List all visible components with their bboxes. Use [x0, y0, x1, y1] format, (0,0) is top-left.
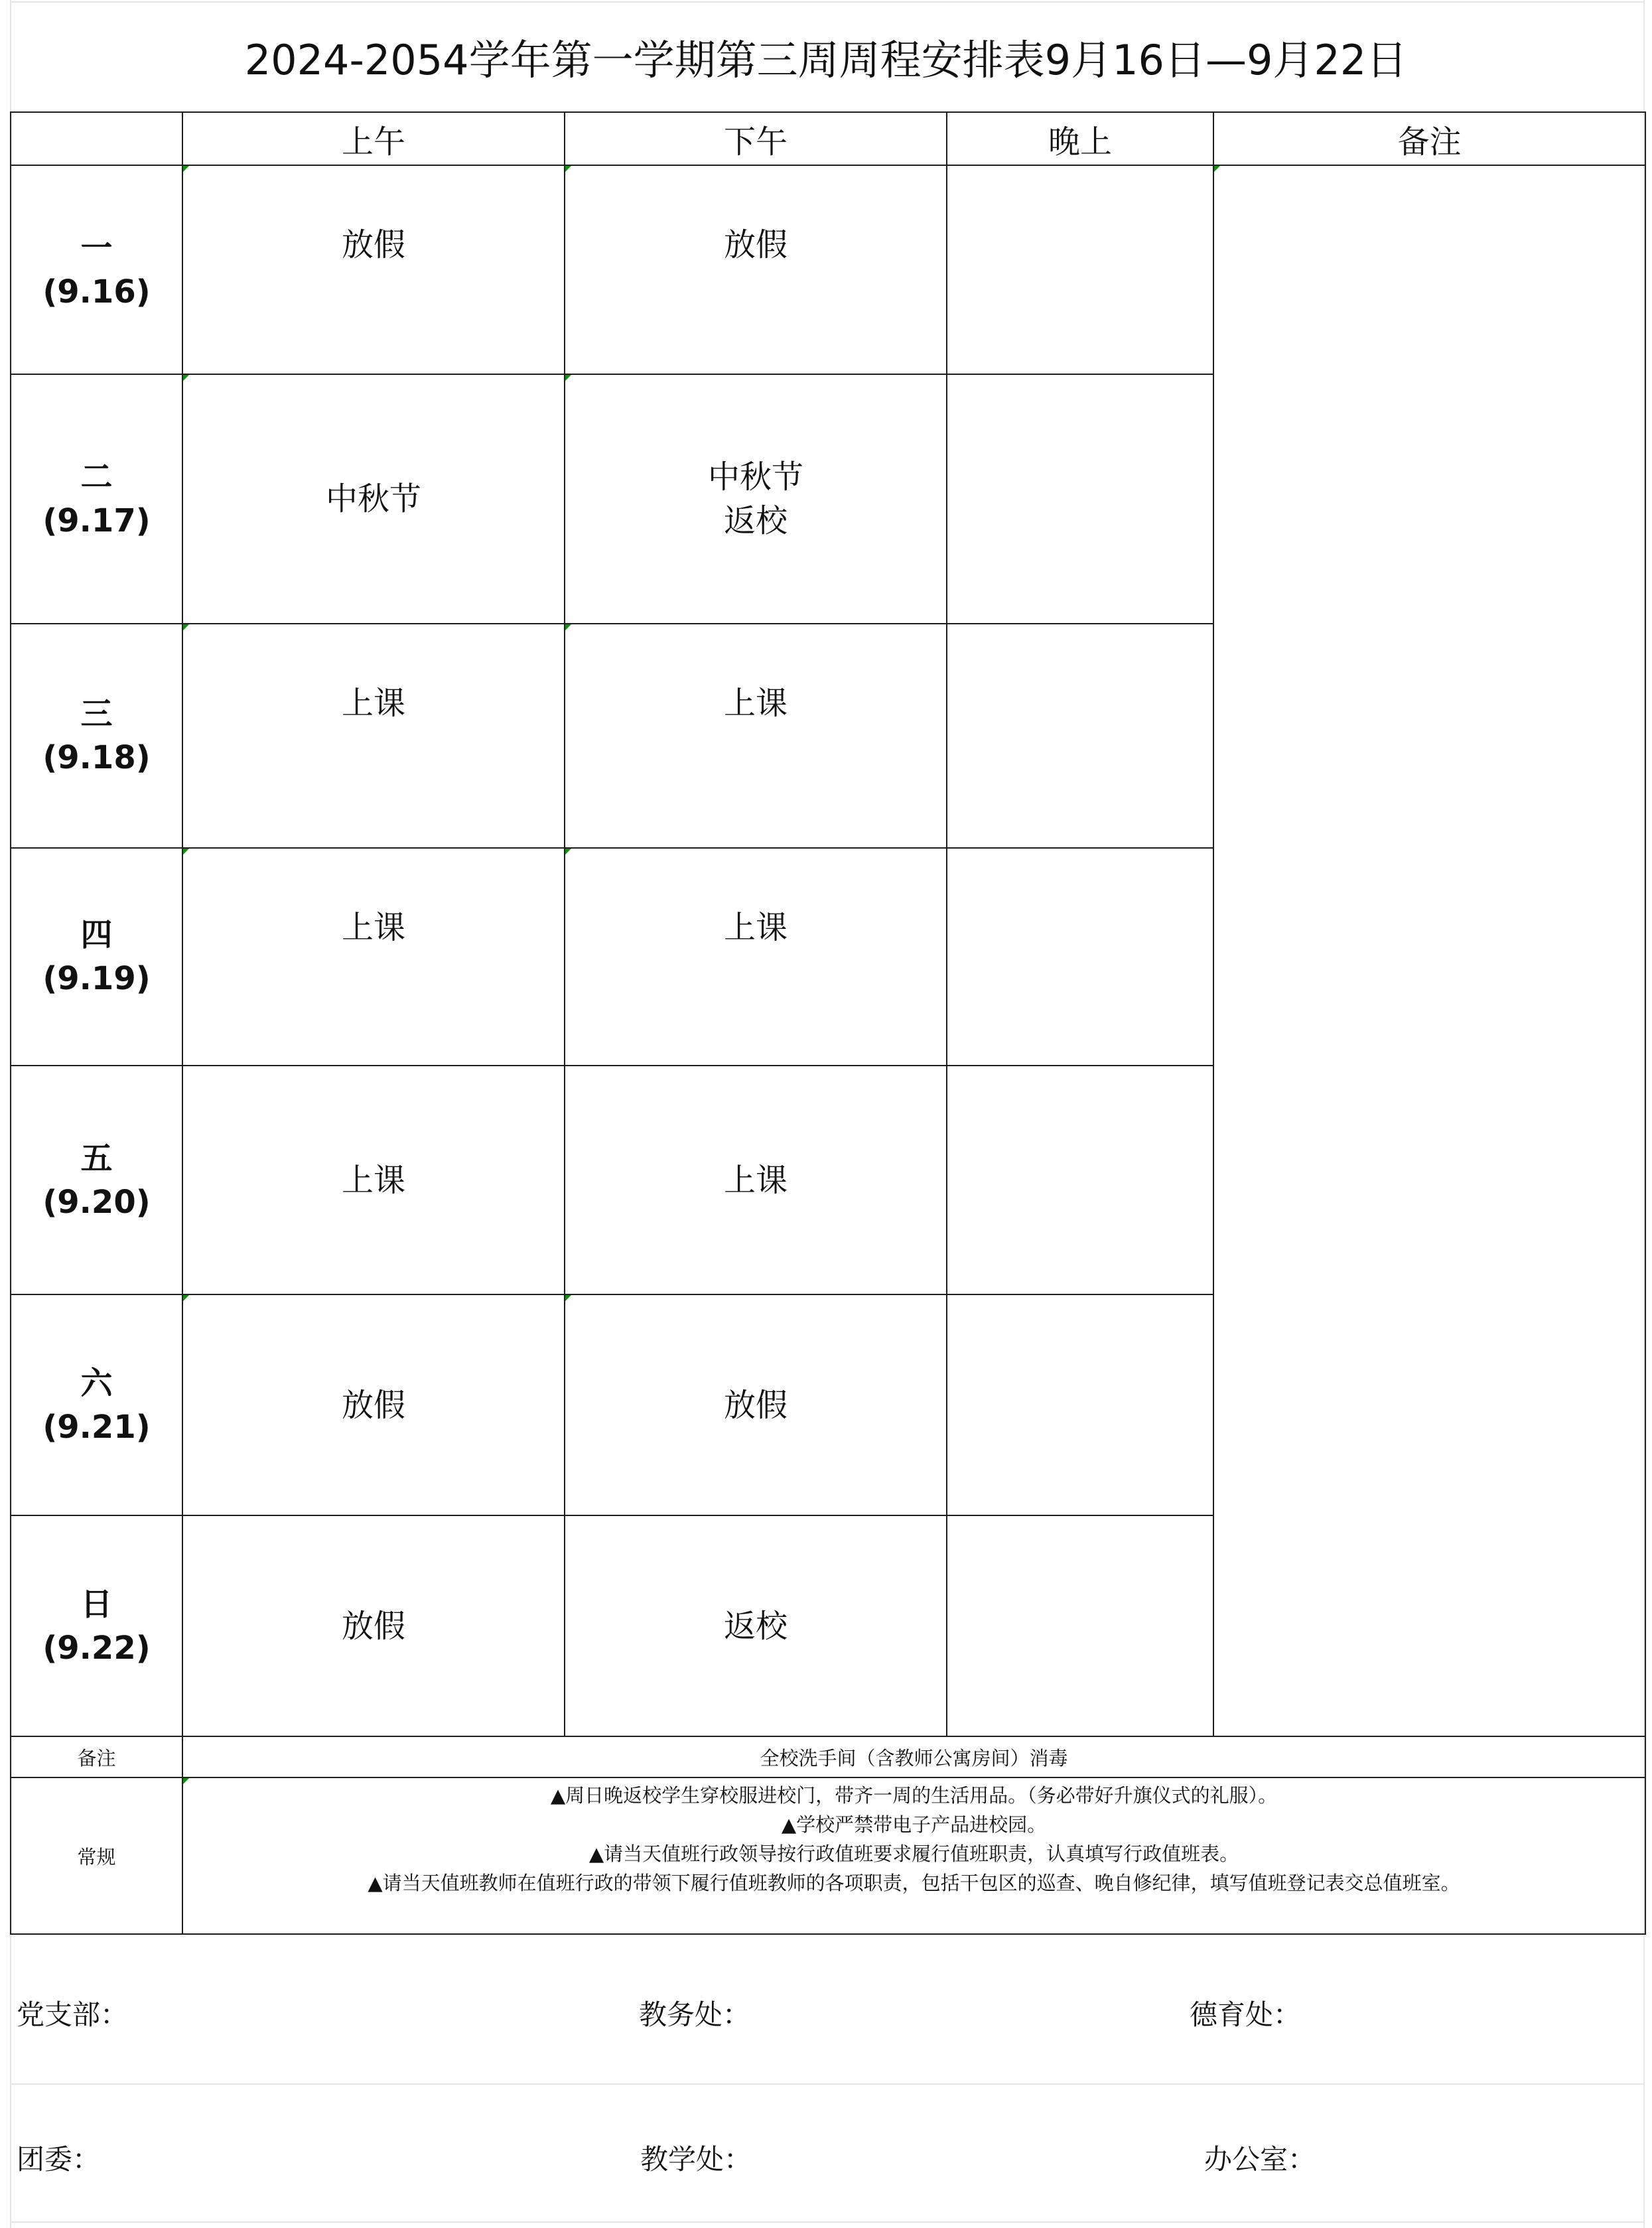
signature-party-branch[interactable]: 党支部： — [17, 1998, 129, 2031]
remarks-text[interactable]: 全校洗手间（含教师公寓房间）消毒 — [182, 1736, 1645, 1777]
comment-marker-icon — [183, 849, 189, 855]
day-date: (9.22) — [42, 1629, 151, 1667]
signature-moral-education[interactable]: 德育处： — [1190, 1998, 1302, 2031]
day-name: 一 — [80, 229, 113, 267]
evening-cell[interactable] — [947, 165, 1213, 374]
morning-text: 上课 — [341, 1161, 405, 1199]
header-afternoon[interactable]: 下午 — [565, 112, 947, 165]
afternoon-text: 上课 — [723, 685, 788, 722]
morning-cell[interactable] — [182, 624, 565, 848]
afternoon-cell[interactable] — [565, 1515, 947, 1736]
remarks-label[interactable]: 备注 — [11, 1736, 182, 1777]
comment-marker-icon — [565, 624, 571, 630]
morning-cell[interactable] — [182, 374, 565, 624]
afternoon-cell[interactable] — [565, 848, 947, 1066]
evening-cell[interactable] — [947, 1515, 1213, 1736]
day-date: (9.17) — [42, 502, 151, 539]
comment-marker-icon — [565, 166, 571, 172]
day-cell[interactable] — [11, 165, 182, 374]
morning-cell[interactable] — [182, 165, 565, 374]
signature-teaching-office[interactable]: 教学处： — [640, 2143, 752, 2176]
notes-cell[interactable] — [1213, 165, 1645, 1736]
evening-cell[interactable] — [947, 374, 1213, 624]
morning-cell[interactable] — [182, 848, 565, 1066]
day-date: (9.21) — [42, 1408, 151, 1446]
evening-cell[interactable] — [947, 1294, 1213, 1515]
afternoon-text: 中秋节 — [707, 458, 803, 496]
routine-row — [11, 1777, 1645, 1934]
page-title: 2024-2054学年第一学期第三周周程安排表9月16日—9月22日 — [244, 35, 1408, 84]
afternoon-text: 返校 — [723, 502, 788, 539]
routine-line: ▲学校严禁带电子产品进校园。 — [781, 1813, 1047, 1836]
day-cell[interactable] — [11, 1515, 182, 1736]
morning-text: 上课 — [341, 909, 405, 946]
afternoon-text: 返校 — [723, 1607, 788, 1645]
morning-cell[interactable] — [182, 1515, 565, 1736]
comment-marker-icon — [183, 1778, 189, 1784]
header-notes[interactable]: 备注 — [1213, 112, 1645, 165]
evening-cell[interactable] — [947, 624, 1213, 848]
table-row — [11, 165, 1645, 374]
signature-general-office[interactable]: 办公室： — [1204, 2143, 1316, 2176]
routine-label[interactable]: 常规 — [11, 1777, 182, 1934]
afternoon-text: 上课 — [723, 909, 788, 946]
day-name: 三 — [80, 695, 113, 732]
comment-marker-icon — [565, 1295, 571, 1301]
day-name: 四 — [80, 916, 113, 953]
day-cell[interactable] — [11, 848, 182, 1066]
day-name: 日 — [80, 1585, 113, 1623]
day-cell[interactable] — [11, 374, 182, 624]
signature-academic-affairs[interactable]: 教务处： — [639, 1998, 751, 2031]
header-evening[interactable]: 晚上 — [947, 112, 1213, 165]
routine-line: ▲周日晚返校学生穿校服进校门，带齐一周的生活用品。（务必带好升旗仪式的礼服）。 — [550, 1784, 1278, 1807]
morning-text: 放假 — [341, 1386, 405, 1424]
signature-youth-league[interactable]: 团委： — [17, 2143, 101, 2176]
routine-line: ▲请当天值班行政领导按行政值班要求履行值班职责，认真填写行政值班表。 — [588, 1843, 1239, 1865]
morning-cell[interactable] — [182, 1294, 565, 1515]
afternoon-cell[interactable] — [565, 1066, 947, 1294]
day-cell[interactable] — [11, 624, 182, 848]
day-date: (9.16) — [42, 273, 151, 311]
morning-cell[interactable] — [182, 1066, 565, 1294]
day-name: 六 — [80, 1364, 113, 1402]
afternoon-text: 上课 — [723, 1161, 788, 1199]
gridline — [10, 2221, 1645, 2223]
morning-text: 放假 — [341, 226, 405, 263]
comment-marker-icon — [183, 375, 189, 381]
morning-text: 放假 — [341, 1607, 405, 1645]
routine-cell[interactable] — [182, 1777, 1645, 1934]
day-name: 五 — [80, 1139, 113, 1177]
day-date: (9.20) — [42, 1183, 151, 1221]
afternoon-text: 放假 — [723, 1386, 788, 1424]
comment-marker-icon — [183, 624, 189, 630]
day-date: (9.19) — [42, 960, 151, 997]
comment-marker-icon — [1214, 166, 1220, 172]
comment-marker-icon — [183, 166, 189, 172]
afternoon-cell[interactable] — [565, 374, 947, 624]
afternoon-text: 放假 — [723, 226, 788, 263]
afternoon-cell[interactable] — [565, 1294, 947, 1515]
day-name: 二 — [80, 458, 113, 496]
comment-marker-icon — [565, 849, 571, 855]
routine-line: ▲请当天值班教师在值班行政的带领下履行值班教师的各项职责，包括干包区的巡查、晚自修纪律，填写值班登记表交总值班室。 — [368, 1872, 1460, 1894]
schedule-table — [10, 111, 1646, 1935]
header-morning[interactable]: 上午 — [182, 112, 565, 165]
header-blank[interactable] — [11, 112, 182, 165]
header-row — [11, 112, 1645, 165]
day-cell[interactable] — [11, 1294, 182, 1515]
day-cell[interactable] — [11, 1066, 182, 1294]
comment-marker-icon — [183, 1295, 189, 1301]
evening-cell[interactable] — [947, 848, 1213, 1066]
comment-marker-icon — [565, 375, 571, 381]
afternoon-cell[interactable] — [565, 624, 947, 848]
afternoon-cell[interactable] — [565, 165, 947, 374]
morning-text: 中秋节 — [325, 480, 421, 518]
remarks-row — [11, 1736, 1645, 1777]
day-date: (9.18) — [42, 739, 151, 776]
evening-cell[interactable] — [947, 1066, 1213, 1294]
gridline — [10, 2083, 1645, 2085]
morning-text: 上课 — [341, 685, 405, 722]
